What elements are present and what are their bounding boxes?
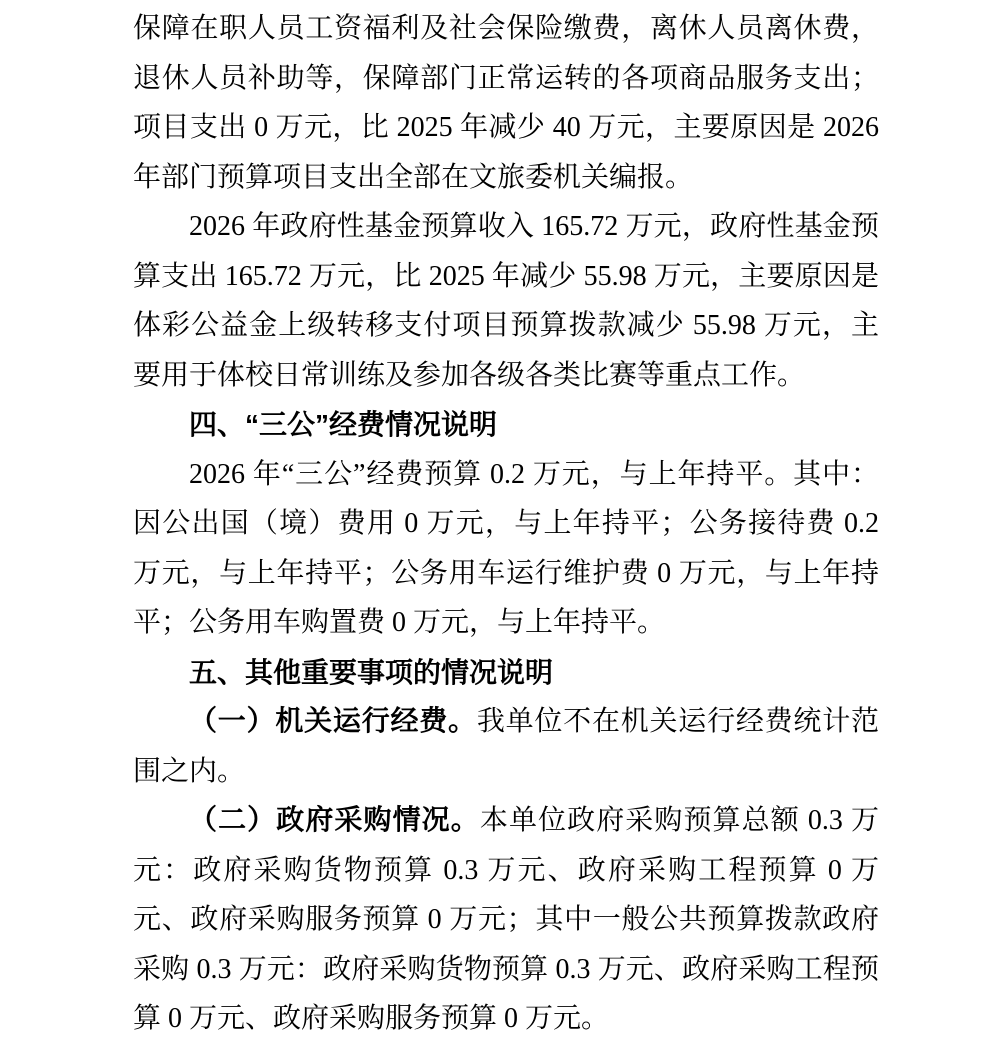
paragraph-lead-agency-operating-funds: （一）机关运行经费。 xyxy=(189,706,477,737)
paragraph-government-fund-budget: 2026 年政府性基金预算收入 165.72 万元，政府性基金预算支出 165.72 万元，比 2025 年减少 55.98 万元，主要原因是体彩公益金上级转移支付项目预算拨款减少 55.98 万元，主要用于体校日常训练及参加各级各类比赛等重点工作。 xyxy=(133,211,879,391)
paragraph-agency-operating-funds xyxy=(133,697,879,796)
paragraph-lead-government-procurement: （二）政府采购情况。 xyxy=(189,805,480,836)
paragraph-basic-expenditure-continuation: 保障在职人员工资福利及社会保险缴费，离休人员离休费，退休人员补助等，保障部门正常运转的各项商品服务支出；项目支出 0 万元，比 2025 年减少 40 万元，主要原因是 2026 年部门预算项目支出全部在文旅委机关编报。 xyxy=(133,13,879,193)
paragraph-body-agency-operating-funds: 我单位不在机关运行经费统计范围之内。 xyxy=(133,706,879,787)
paragraph-body-government-procurement: 本单位政府采购预算总额 0.3 万元：政府采购货物预算 0.3 万元、政府采购工程预算 0 万元、政府采购服务预算 0 万元；其中一般公共预算拨款政府采购 0.3 万元：政府采购货物预算 0.3 万元、政府采购工程预算 0 万元、政府采购服务预算 0 万元。 xyxy=(133,805,879,1034)
heading-other-important-matters: 五、其他重要事项的情况说明 xyxy=(189,656,554,688)
paragraph-three-public-expenses-detail: 2026 年“三公”经费预算 0.2 万元，与上年持平。其中：因公出国（境）费用 0 万元，与上年持平；公务接待费 0.2 万元，与上年持平；公务用车运行维护费 0 万元，与上年持平；公务用车购置费 0 万元，与上年持平。 xyxy=(133,458,879,638)
document-content xyxy=(133,4,879,1044)
heading-three-public-expenses: 四、“三公”经费情况说明 xyxy=(189,409,498,440)
paragraph-government-procurement xyxy=(133,796,879,1044)
